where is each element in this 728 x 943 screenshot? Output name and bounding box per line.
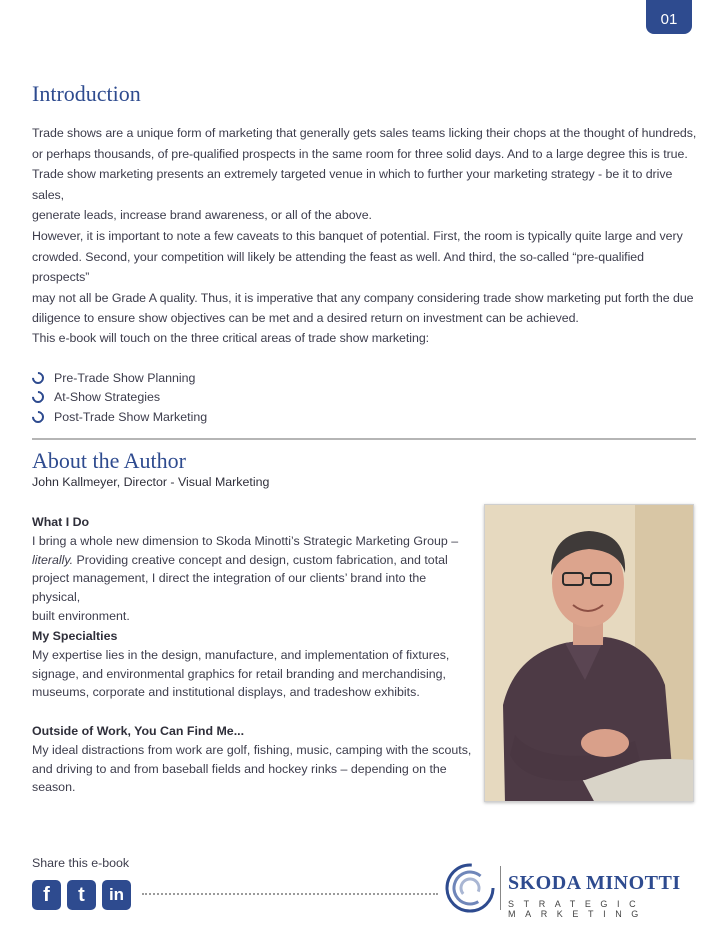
author-name: John Kallmeyer, Director - Visual Marketing (32, 475, 270, 489)
italic-text: literally. (32, 552, 74, 567)
what-i-do-section (32, 513, 472, 626)
text-span: Providing creative concept and design, custom fabrication, and total (73, 552, 448, 567)
text-line: My ideal distractions from work are golf, fishing, music, camping with the scouts, (32, 742, 472, 757)
twitter-icon: t (78, 883, 85, 906)
text-line: signage, and environmental graphics for retail branding and merchandising, (32, 666, 446, 681)
text-line: I bring a whole new dimension to Skoda Minotti’s Strategic Marketing Group – (32, 533, 459, 548)
linkedin-icon: in (108, 885, 125, 904)
author-photo (484, 504, 694, 802)
what-i-do-heading: What I Do (32, 515, 90, 529)
facebook-icon: f (43, 883, 50, 906)
text-line (32, 551, 472, 570)
circle-bullet-icon (30, 369, 47, 386)
text-line: diligence to ensure show objectives can be met and a desired return on investment can be achieved. (32, 311, 579, 326)
share-label: Share this e-book (32, 856, 130, 870)
twitter-share-button[interactable] (67, 880, 96, 910)
text-line: project management, I direct the integration of our clients’ brand into the physical, (32, 571, 427, 605)
outside-work-heading: Outside of Work, You Can Find Me... (32, 724, 245, 738)
author-title: About the Author (32, 448, 186, 473)
text-line: crowded. Second, your competition will likely be attending the feast as well. And third, the so-called “pre-qualified prospects” (32, 249, 644, 285)
text-line: may not all be Grade A quality. Thus, it is imperative that any company considering trade show marketing put forth the due (32, 290, 694, 305)
page-number: 01 (660, 10, 678, 28)
list-item (32, 407, 207, 427)
circle-bullet-icon (30, 408, 47, 425)
specialties-section (32, 627, 472, 702)
list-item (32, 368, 207, 388)
list-item (32, 388, 207, 408)
outside-work-section (32, 722, 472, 797)
text-line: Trade show marketing presents an extremely targeted venue in which to further your marketing strategy - be it to drive sales, (32, 167, 673, 202)
circle-bullet-icon (30, 389, 47, 406)
intro-paragraph-3: This e-book will touch on the three critical areas of trade show marketing: (32, 331, 430, 345)
facebook-share-button[interactable] (32, 880, 61, 910)
list-item-label: Pre-Trade Show Planning (54, 370, 196, 385)
list-item-label: At-Show Strategies (54, 390, 161, 405)
logo-separator (500, 866, 501, 910)
brand-tagline: STRATEGIC MARKETING (508, 899, 648, 919)
section-divider (32, 438, 696, 440)
intro-paragraph-2 (32, 226, 702, 329)
specialties-heading: My Specialties (32, 629, 118, 643)
text-line: and driving to and from baseball fields and hockey rinks – depending on the season. (32, 761, 447, 795)
intro-title: Introduction (32, 81, 141, 106)
text-line: Trade shows are a unique form of marketing that generally gets sales teams licking their chops at the thought of hundreds, (32, 126, 697, 140)
linkedin-share-button[interactable] (102, 880, 131, 910)
skoda-minotti-logo-icon (444, 862, 496, 914)
text-line: My expertise lies in the design, manufacture, and implementation of fixtures, (32, 647, 450, 662)
dotted-rule (142, 893, 438, 895)
page-number-tab (646, 0, 692, 34)
text-line: However, it is important to note a few caveats to this banquet of potential. First, the room is typically quite large and very (32, 229, 683, 243)
text-line: or perhaps thousands, of pre-qualified prospects in the same room for three solid days. And to a large degree this is true. (32, 146, 688, 161)
critical-areas-list (32, 368, 207, 427)
intro-paragraph-1 (32, 123, 702, 226)
text-line: built environment. (32, 608, 130, 623)
text-line: generate leads, increase brand awareness, or all of the above. (32, 208, 372, 223)
list-item-label: Post-Trade Show Marketing (54, 409, 208, 424)
text-line: museums, corporate and institutional displays, and tradeshow exhibits. (32, 685, 420, 700)
brand-name: SKODA MINOTTI (508, 872, 681, 894)
